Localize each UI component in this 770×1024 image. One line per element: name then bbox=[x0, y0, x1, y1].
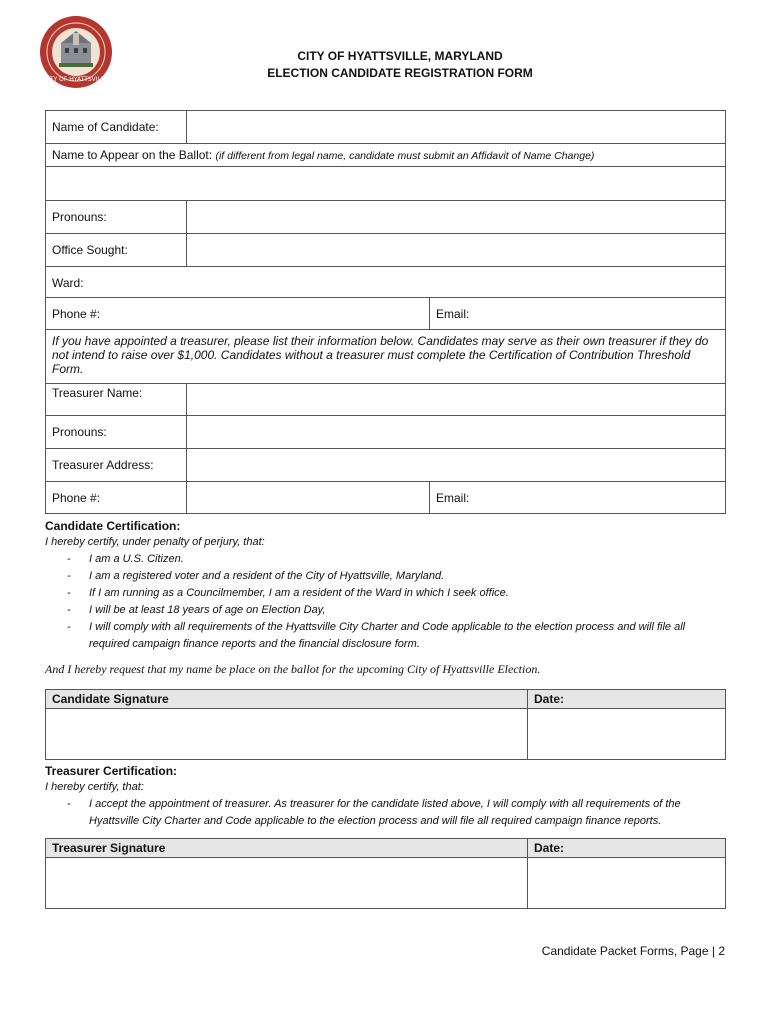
pronouns-field[interactable] bbox=[187, 201, 726, 234]
page-footer: Candidate Packet Forms, Page | 2 bbox=[541, 944, 725, 958]
treasurer-signature-field[interactable] bbox=[46, 858, 528, 909]
ward-field[interactable] bbox=[46, 267, 726, 298]
treasurer-name-field[interactable] bbox=[187, 384, 726, 416]
treasurer-pronouns-field[interactable] bbox=[187, 416, 726, 449]
list-item: - I am a registered voter and a resident of the City of Hyattsville, Maryland. bbox=[67, 570, 445, 582]
treasurer-email-label: Email: bbox=[436, 491, 470, 505]
candidate-signature-table bbox=[45, 689, 726, 760]
list-item: - I accept the appointment of treasurer. As treasurer for the candidate listed above, I will comply with all requirements of the Hyattsville City Charter and Code applicable to the election process and will file all required campaign finance reports. bbox=[67, 798, 681, 827]
list-item: - I will be at least 18 years of age on Election Day, bbox=[67, 604, 326, 616]
list-item: - I will comply with all requirements of the Hyattsville City Charter and Code applicable to the election process and will file all required campaign finance reports and the financial disclosure form. bbox=[67, 621, 686, 650]
form-title bbox=[170, 48, 630, 82]
treasurer-date-label: Date: bbox=[528, 839, 726, 858]
treasurer-cert-list bbox=[45, 796, 725, 830]
treasurer-pronouns-label: Pronouns: bbox=[46, 416, 187, 449]
ballot-name-field[interactable] bbox=[46, 167, 726, 201]
phone-label: Phone #: bbox=[52, 307, 101, 321]
ballot-name-label-cell bbox=[46, 144, 726, 167]
treasurer-signature-table bbox=[45, 838, 726, 909]
candidate-name-field[interactable] bbox=[187, 111, 726, 144]
candidate-cert-intro: I hereby certify, under penalty of perjury, that: bbox=[45, 536, 265, 548]
office-sought-field[interactable] bbox=[187, 234, 726, 267]
city-seal-logo bbox=[39, 15, 113, 89]
office-sought-label: Office Sought: bbox=[46, 234, 187, 267]
candidate-date-field[interactable] bbox=[528, 709, 726, 760]
treasurer-cert-heading: Treasurer Certification: bbox=[45, 764, 178, 778]
treasurer-email-field[interactable] bbox=[430, 482, 726, 514]
treasurer-name-label: Treasurer Name: bbox=[46, 384, 187, 416]
treasurer-signature-label: Treasurer Signature bbox=[46, 839, 528, 858]
ballot-name-label: Name to Appear on the Ballot: bbox=[52, 148, 213, 162]
ballot-request-text: And I hereby request that my name be place on the ballot for the upcoming City of Hyattsville Election. bbox=[45, 662, 541, 676]
email-label: Email: bbox=[436, 307, 470, 321]
candidate-name-label: Name of Candidate: bbox=[46, 111, 187, 144]
candidate-date-label: Date: bbox=[528, 690, 726, 709]
treasurer-phone-field[interactable] bbox=[187, 482, 430, 514]
treasurer-phone-label: Phone #: bbox=[46, 482, 187, 514]
phone-field[interactable] bbox=[46, 298, 430, 330]
treasurer-note: If you have appointed a treasurer, please list their information below. Candidates may serve as their own treasurer if they do not intend to raise over $1,000. Candidates without a treasurer must complete the Certification of Contribution Threshold Form. bbox=[46, 330, 726, 384]
candidate-certification bbox=[45, 518, 725, 653]
title-line-1: CITY OF HYATTSVILLE, MARYLAND bbox=[297, 49, 503, 63]
treasurer-address-field[interactable] bbox=[187, 449, 726, 482]
treasurer-cert-intro: I hereby certify, that: bbox=[45, 781, 144, 793]
treasurer-address-label: Treasurer Address: bbox=[46, 449, 187, 482]
ballot-name-note: (if different from legal name, candidate must submit an Affidavit of Name Change) bbox=[215, 150, 595, 162]
pronouns-label: Pronouns: bbox=[46, 201, 187, 234]
email-field[interactable] bbox=[430, 298, 726, 330]
title-line-2: ELECTION CANDIDATE REGISTRATION FORM bbox=[267, 66, 533, 80]
candidate-signature-field[interactable] bbox=[46, 709, 528, 760]
treasurer-date-field[interactable] bbox=[528, 858, 726, 909]
seal-text: CITY OF HYATTSVILLE bbox=[43, 76, 109, 83]
candidate-cert-list bbox=[45, 551, 725, 653]
list-item: - If I am running as a Councilmember, I am a resident of the Ward in which I seek office. bbox=[67, 587, 509, 599]
candidate-cert-heading: Candidate Certification: bbox=[45, 519, 181, 533]
list-item: - I am a U.S. Citizen. bbox=[67, 553, 184, 565]
candidate-info-table bbox=[45, 110, 726, 514]
candidate-signature-label: Candidate Signature bbox=[46, 690, 528, 709]
treasurer-certification bbox=[45, 763, 725, 830]
ward-label: Ward: bbox=[52, 276, 84, 290]
